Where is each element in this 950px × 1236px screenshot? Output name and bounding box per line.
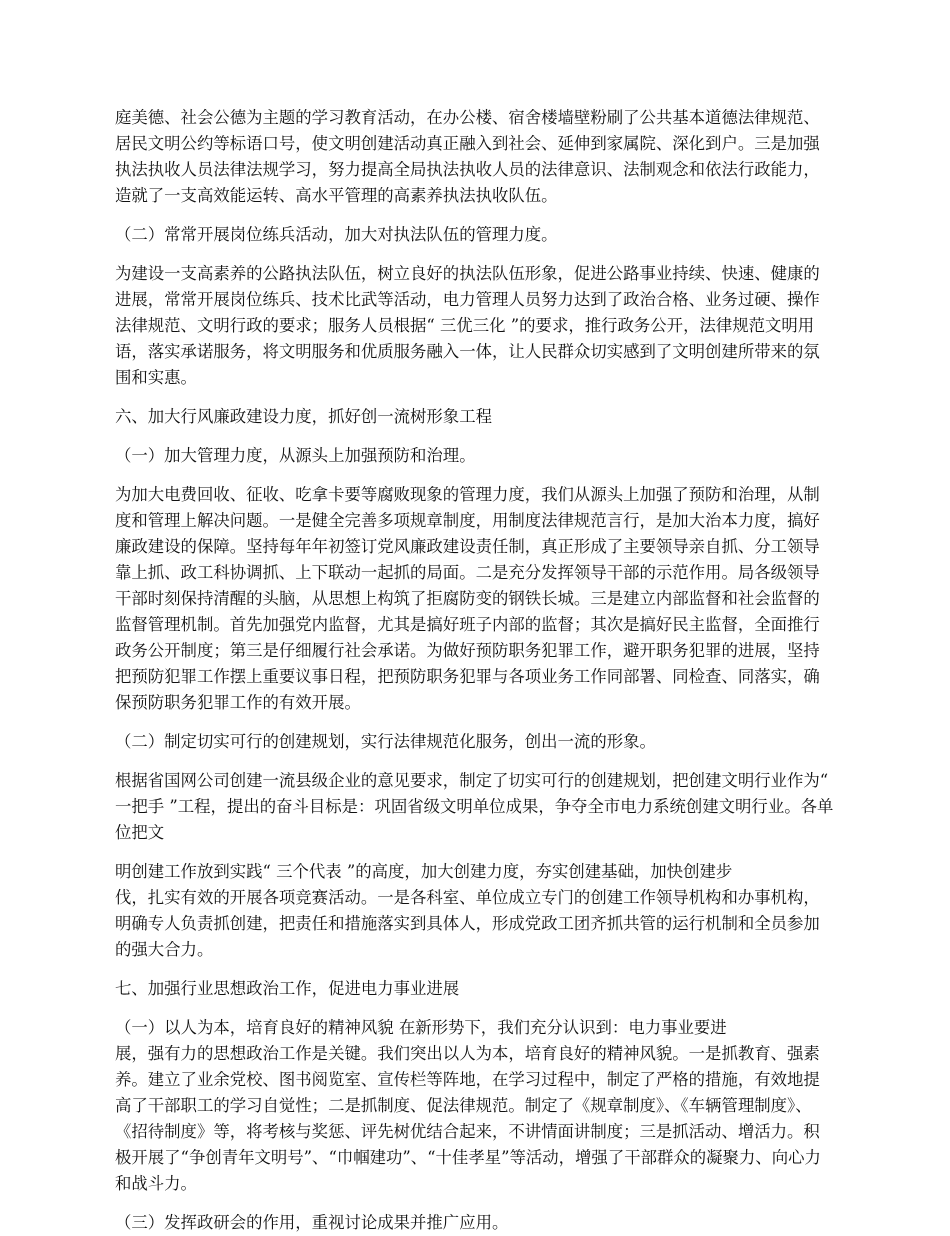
subheading-7-3: （三）发挥政研会的作用，重视讨论成果并推广应用。 [115, 1213, 509, 1232]
subheading-6-1: （一）加大管理力度，从源头上加强预防和治理。 [115, 446, 476, 465]
section-heading-6: 六、加大行风廉政建设力度，抓好创一流树形象工程 [115, 407, 492, 426]
subheading-2: （二）常常开展岗位练兵活动，加大对执法队伍的管理力度。 [115, 225, 558, 244]
paragraph-6-1-body: 为加大电费回收、征收、吃拿卡要等腐败现象的管理力度，我们从源头上加强了预防和治理，从制度和管理上解决问题。一是健全完善多项规章制度，用制度法律规范言行，是加大治本力度，搞好廉政建设的保障。坚持每年年初签订党风廉政建设责任制，真正形成了主要领导亲自抓、分工领导靠上抓、政工科协调抓、上下联动一起抓的局面。二是充分发挥领导干部的示范作用。局各级领导干部时刻保持清醒的头脑，从思想上构筑了拒腐防变的钢铁长城。三是建立内部监督和社会监督的监督管理机制。首先加强党内监督，尤其是搞好班子内部的监督；其次是搞好民主监督，全面推行政务公开制度；第三是仔细履行社会承诺。为做好预防职务犯罪工作，避开职务犯罪的进展，坚持把预防犯罪工作摆上重要议事日程，把预防职务犯罪与各项业务工作同部署、同检查、同落实，确保预防职务犯罪工作的有效开展。 [115, 485, 820, 712]
section-heading-7: 七、加强行业思想政治工作，促进电力事业进展 [115, 979, 460, 998]
subheading-6-2: （二）制定切实可行的创建规划，实行法律规范化服务，创出一流的形象。 [115, 732, 656, 751]
paragraph-1: 庭美德、社会公德为主题的学习教育活动，在办公楼、宿舍楼墙壁粉刷了公共基本道德法律规范、居民文明公约等标语口号，使文明创建活动真正融入到社会、延伸到家属院、深化到户。三是加强执法执收人员法律法规学习，努力提高全局执法执收人员的法律意识、法制观念和依法行政能力，造就了一支高效能运转、高水平管理的高素养执法执收队伍。 [115, 108, 820, 205]
paragraph-6-2-body-b: 明创建工作放到实践“ 三个代表 ”的高度，加大创建力度，夯实创建基础，加快创建步 伐，扎实有效的开展各项竞赛活动。一是各科室、单位成立专门的创建工作领导机构和办事机构，明确专人负责抓创建，把责任和措施落实到具体人，形成党政工团齐抓共管的运行机制和全员参加的强大合力。 [115, 862, 820, 959]
paragraph-6-2-body-a: 根据省国网公司创建一流县级企业的意见要求，制定了切实可行的创建规划，把创建文明行业作为“ 一把手 ”工程，提出的奋斗目标是：巩固省级文明单位成果，争夺全市电力系统创建文明行业。各单位把文 [115, 771, 834, 842]
paragraph-3: 为建设一支高素养的公路执法队伍，树立良好的执法队伍形象，促进公路事业持续、快速、健康的进展，常常开展岗位练兵、技术比武等活动，电力管理人员努力达到了政治合格、业务过硬、操作法律规范、文明行政的要求；服务人员根据“ 三优三化 ”的要求，推行政务公开，法律规范文明用语，落实承诺服务，将文明服务和优质服务融入一体，让人民群众切实感到了文明创建所带来的氛围和实惠。 [115, 264, 820, 387]
paragraph-7-1-body: （一）以人为本，培育良好的精神风貌 在新形势下，我们充分认识到：电力事业要进 展，强有力的思想政治工作是关键。我们突出以人为本，培育良好的精神风貌。一是抓教育、强素养。建立了业余党校、图书阅览室、宣传栏等阵地，在学习过程中，制定了严格的措施，有效地提高了干部职工的学习自觉性；二是抓制度、促法律规范。制定了《规章制度》、《车辆管理制度》、《招待制度》等，将考核与奖惩、评先树优结合起来，不讲情面讲制度；三是抓活动、增活力。积极开展了“争创青年文明号”、“巾帼建功”、“十佳孝星”等活动，增强了干部群众的凝聚力、向心力和战斗力。 [115, 1018, 821, 1193]
